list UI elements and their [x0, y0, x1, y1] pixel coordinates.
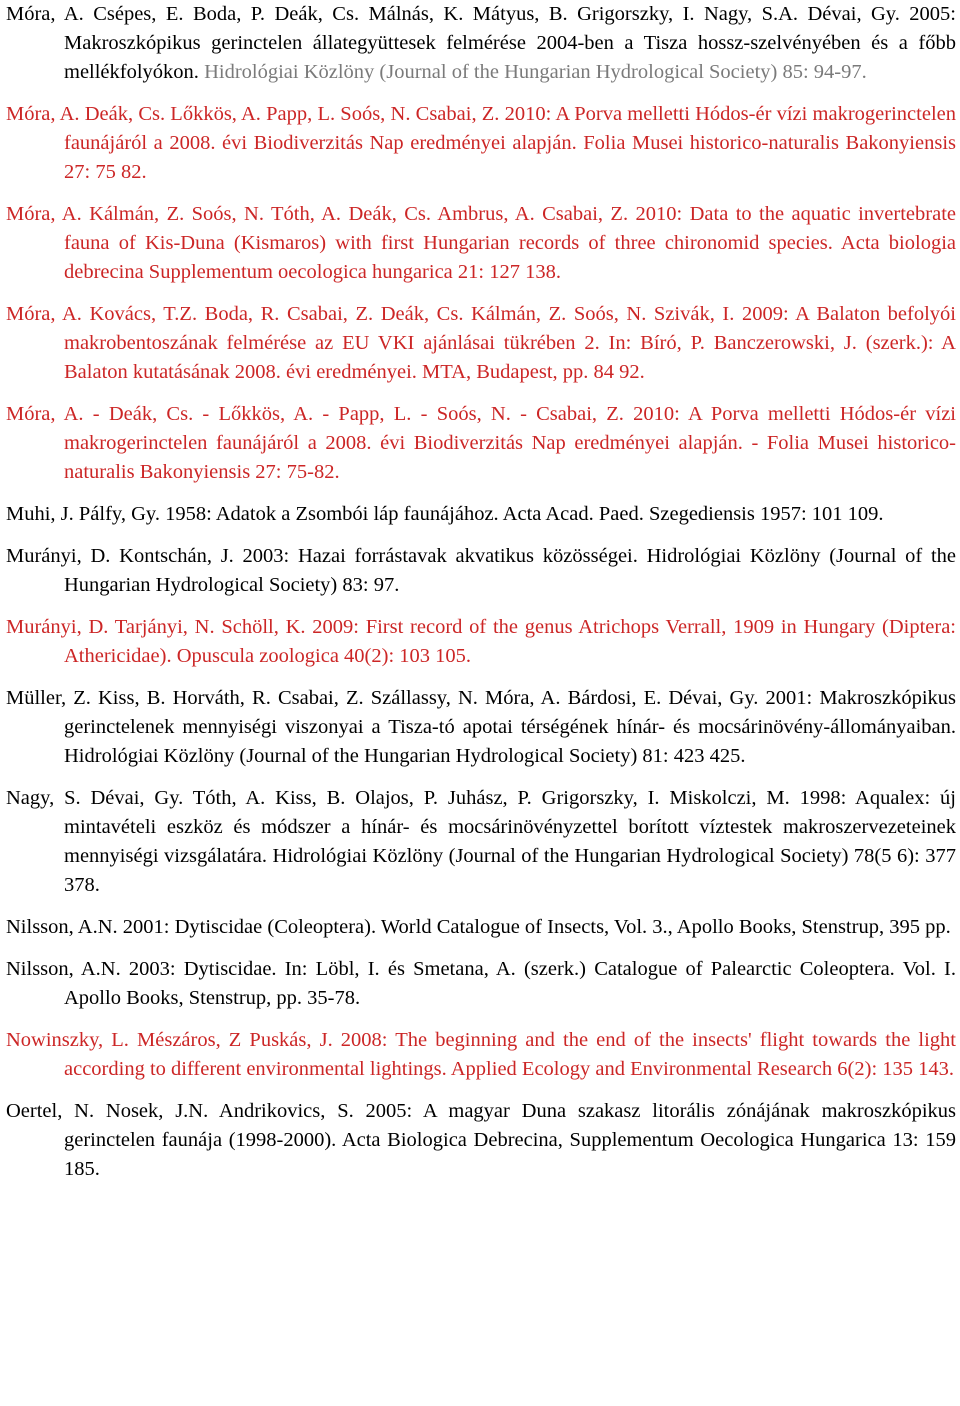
reference-entry: Nilsson, A.N. 2003: Dytiscidae. In: Löbl, I. és Smetana, A. (szerk.) Catalogue of Palearctic Coleoptera. Vol. I. Apollo Books, Stenstrup, pp. 35-78. [6, 958, 956, 1009]
reference-entry: Murányi, D. Tarjányi, N. Schöll, K. 2009: First record of the genus Atrichops Verrall, 1909 in Hungary (Diptera: Athericidae). Opuscula zoologica 40(2): 103 105. [6, 616, 956, 667]
reference-entry: Müller, Z. Kiss, B. Horváth, R. Csabai, Z. Szállassy, N. Móra, A. Bárdosi, E. Dévai, Gy. 2001: Makroszkópikus gerinctelenek mennyiségi viszonyai a Tisza-tó apotai térségének hínár- és mocsárinövény-állományaiban. Hidrológiai Közlöny (Journal of the Hungarian Hydrological Society) 81: 423 425. [6, 687, 956, 767]
reference-entry: Oertel, N. Nosek, J.N. Andrikovics, S. 2005: A magyar Duna szakasz litorális zónájának makroszkópikus gerinctelen faunája (1998-2000). Acta Biologica Debrecina, Supplementum Oecologica Hungarica 13: 159 185. [6, 1100, 956, 1180]
reference-text: Móra, A. Csépes, E. Boda, P. Deák, Cs. Málnás, K. Mátyus, B. Grigorszky, I. Nagy, S.A. Dévai, Gy. 2005: Makroszkópikus gerinctelen állategyüttesek felmérése 2004-ben a Tisza hossz-szelvényében és a főbb mellékfolyókon. [6, 3, 956, 83]
reference-entry: Móra, A. Kovács, T.Z. Boda, R. Csabai, Z. Deák, Cs. Kálmán, Z. Soós, N. Szivák, I. 2009: A Balaton befolyói makrobentoszának felmérése az EU VKI ajánlásai tükrében 2. In: Bíró, P. Banczerowski, J. (szerk.): A Balaton kutatásának 2008. évi eredményei. MTA, Budapest, pp. 84 92. [6, 303, 956, 383]
reference-entry: Nilsson, A.N. 2001: Dytiscidae (Coleoptera). World Catalogue of Insects, Vol. 3., Apollo Books, Stenstrup, 395 pp. [6, 916, 951, 938]
reference-entry: Nagy, S. Dévai, Gy. Tóth, A. Kiss, B. Olajos, P. Juhász, P. Grigorszky, I. Miskolczi, M. 1998: Aqualex: új mintavételi eszköz és módszer a hínár- és mocsárinövényzettel borított víztestek makroszervezeteinek mennyiségi vizsgálatára. Hidrológiai Közlöny (Journal of the Hungarian Hydrological Society) 78(5 6): 377 378. [6, 787, 956, 896]
reference-entry: Móra, A. - Deák, Cs. - Lőkkös, A. - Papp, L. - Soós, N. - Csabai, Z. 2010: A Porva melletti Hódos-ér vízi makrogerinctelen faunájáról a 2008. évi Biodiverzitás Nap eredményei alapján. - Folia Musei historico-naturalis Bakonyiensis 27: 75-82. [6, 403, 956, 483]
reference-entry: Móra, A. Deák, Cs. Lőkkös, A. Papp, L. Soós, N. Csabai, Z. 2010: A Porva melletti Hódos-ér vízi makrogerinctelen faunájáról a 2008. évi Biodiverzitás Nap eredményei alapján. Folia Musei historico-naturalis Bakonyiensis 27: 75 82. [6, 103, 956, 183]
reference-entry: Nowinszky, L. Mészáros, Z Puskás, J. 2008: The beginning and the end of the insects' flight towards the light according to different environmental lightings. Applied Ecology and Environmental Research 6(2): 135 143. [6, 1029, 956, 1080]
reference-entry [6, 0, 956, 87]
reference-list [6, 0, 956, 1197]
reference-entry: Murányi, D. Kontschán, J. 2003: Hazai forrástavak akvatikus közösségei. Hidrológiai Közlöny (Journal of the Hungarian Hydrological Society) 83: 97. [6, 545, 956, 596]
reference-entry: Móra, A. Kálmán, Z. Soós, N. Tóth, A. Deák, Cs. Ambrus, A. Csabai, Z. 2010: Data to the aquatic invertebrate fauna of Kis-Duna (Kismaros) with first Hungarian records of three chironomid species. Acta biologia debrecina Supplementum oecologica hungarica 21: 127 138. [6, 203, 956, 283]
reference-entry: Muhi, J. Pálfy, Gy. 1958: Adatok a Zsombói láp faunájához. Acta Acad. Paed. Szegediensis 1957: 101 109. [6, 503, 884, 525]
reference-text-tail: Hidrológiai Közlöny (Journal of the Hungarian Hydrological Society) 85: 94-97. [198, 61, 867, 83]
